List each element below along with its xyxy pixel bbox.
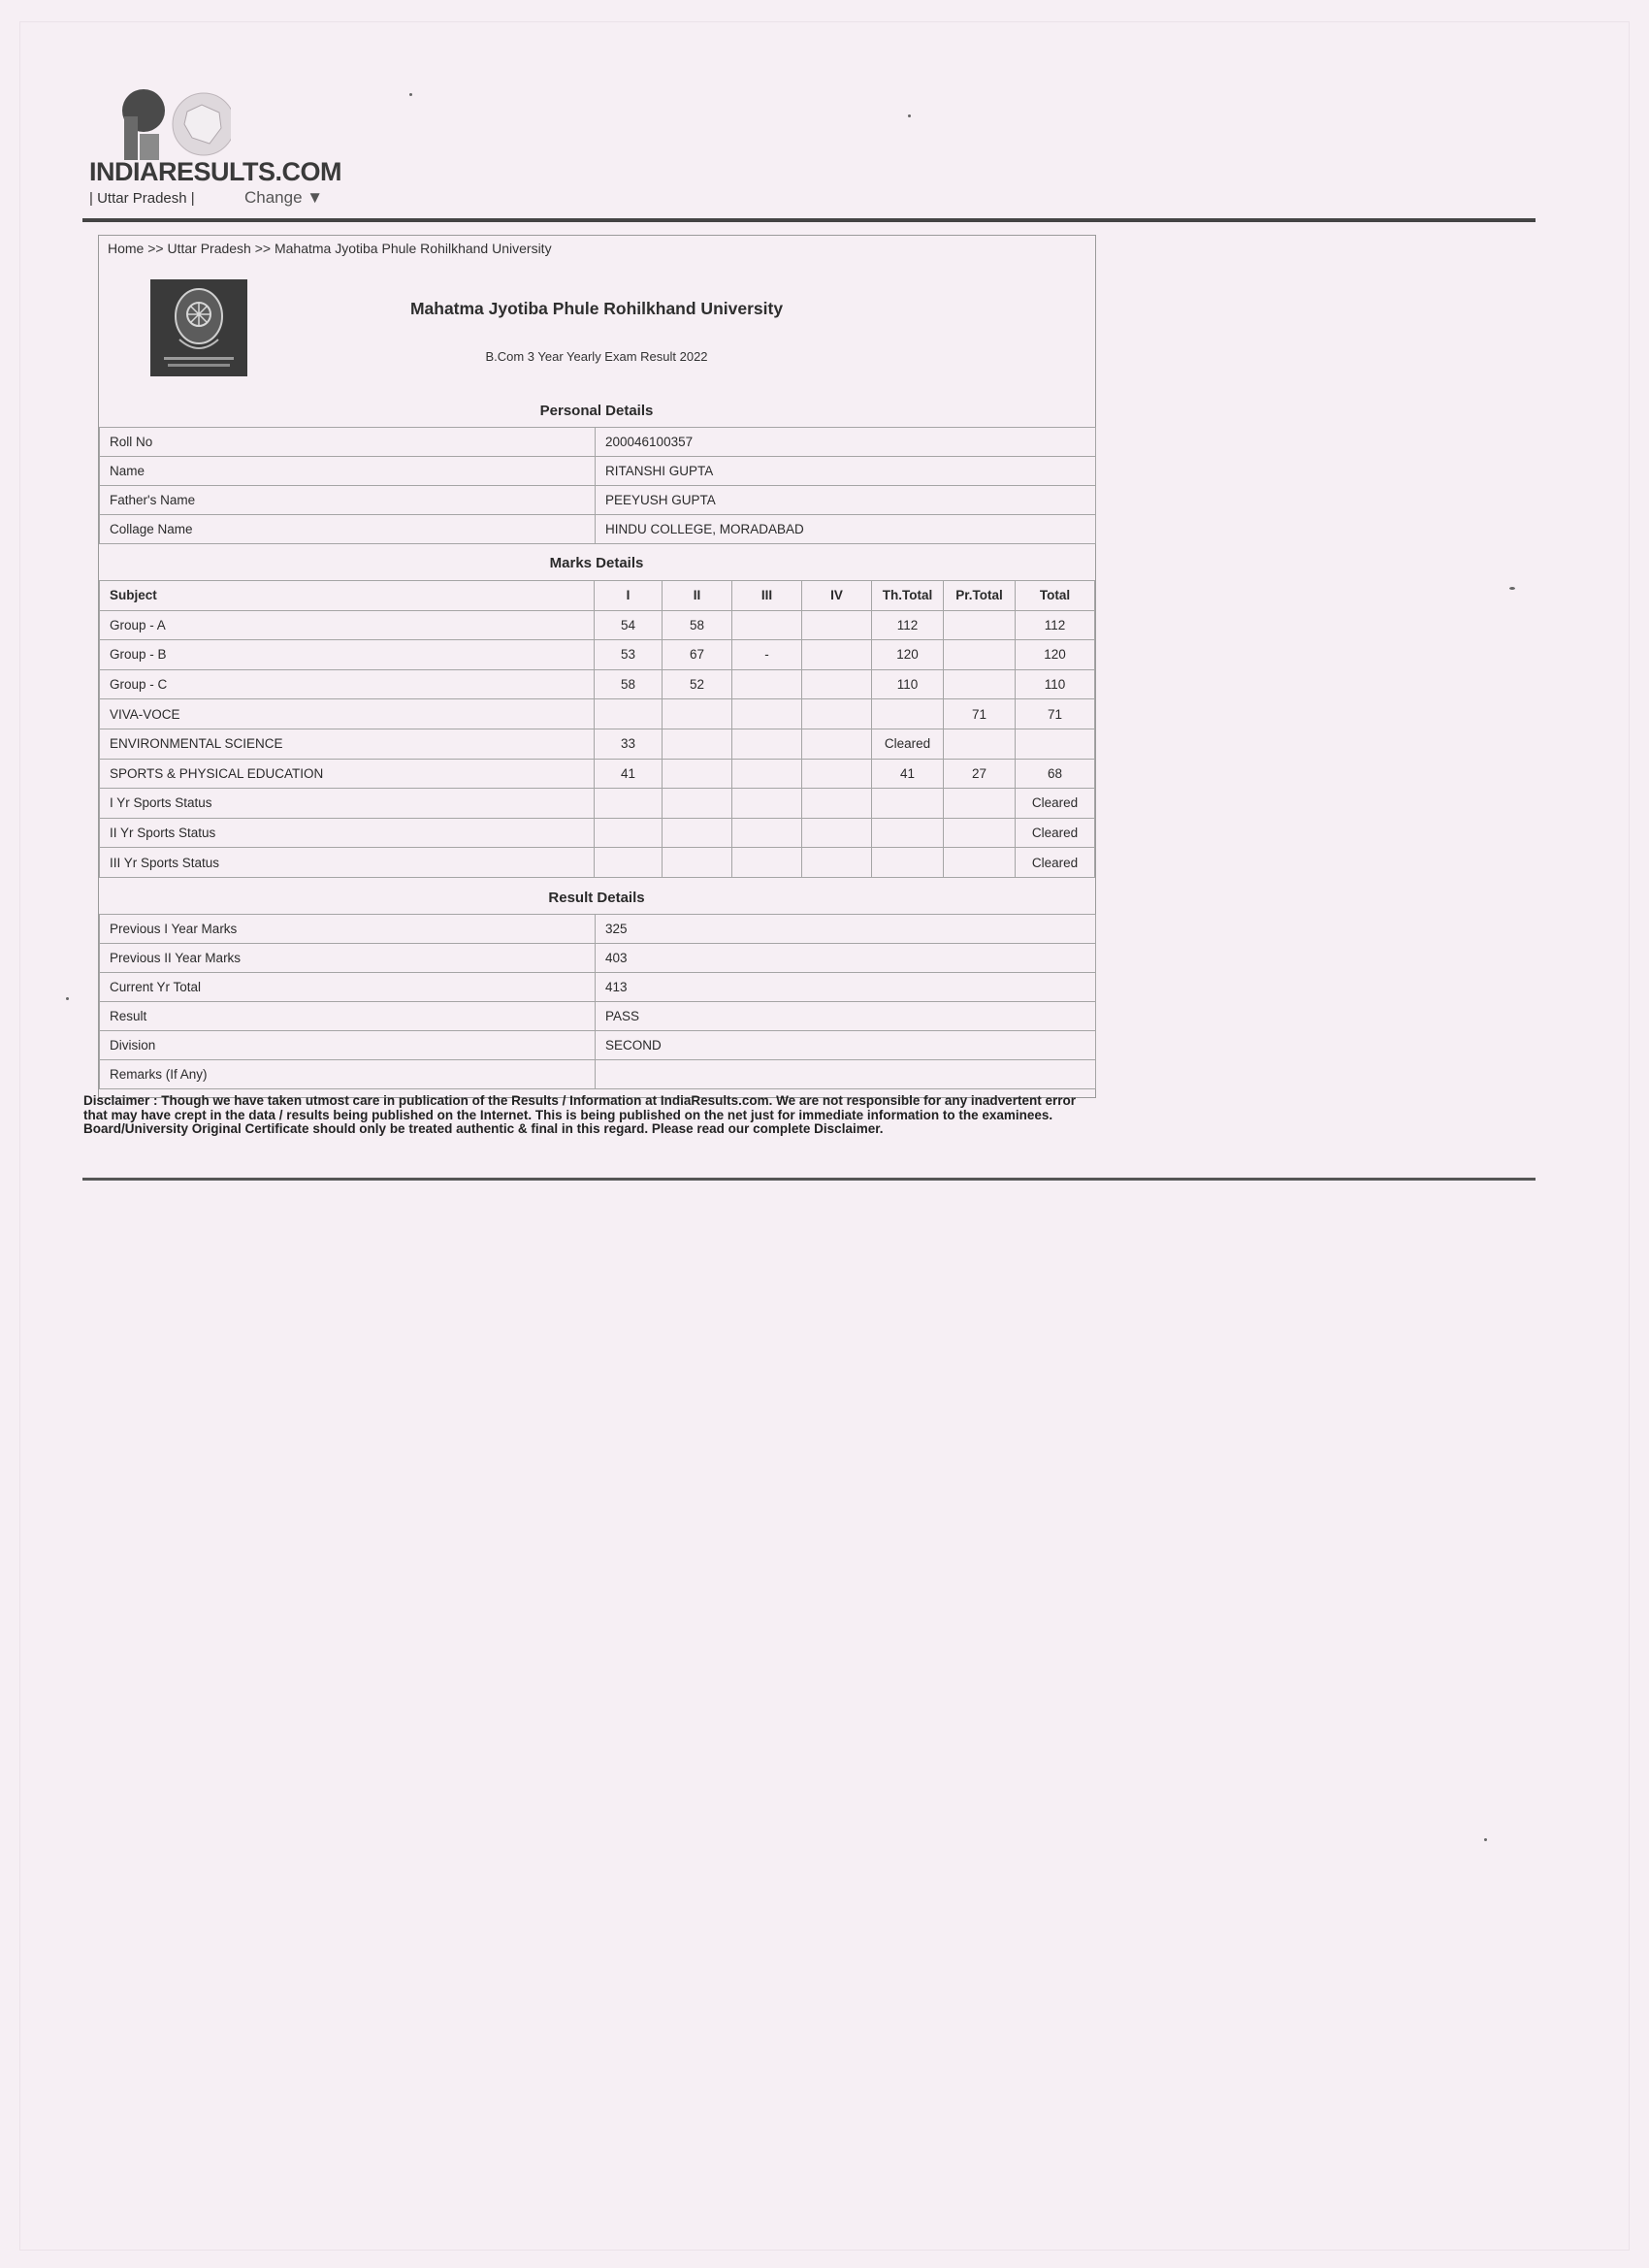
- mark-cell: [732, 699, 802, 729]
- name-value: RITANSHI GUPTA: [596, 457, 1096, 486]
- mark-cell: [595, 789, 663, 819]
- mark-cell: [732, 818, 802, 848]
- mark-cell: [944, 729, 1016, 759]
- mark-cell: [732, 789, 802, 819]
- mark-cell: 52: [663, 669, 732, 699]
- mark-cell: Cleared: [1016, 848, 1095, 878]
- field-label: Result: [100, 1002, 596, 1031]
- change-state-link[interactable]: Change ▼: [244, 188, 324, 207]
- table-row: [100, 944, 1096, 973]
- field-label: Collage Name: [100, 515, 596, 544]
- column-header: IV: [802, 581, 872, 611]
- mark-cell: [732, 759, 802, 789]
- field-label: Current Yr Total: [100, 973, 596, 1002]
- column-header: Th.Total: [872, 581, 944, 611]
- table-row: [100, 486, 1096, 515]
- mark-cell: [802, 818, 872, 848]
- header-divider: [82, 218, 1536, 222]
- table-row: [100, 1060, 1096, 1089]
- mark-cell: [944, 789, 1016, 819]
- subject-cell: I Yr Sports Status: [100, 789, 595, 819]
- mark-cell: [732, 610, 802, 640]
- mark-cell: [944, 610, 1016, 640]
- footer-divider: [82, 1178, 1536, 1181]
- subject-cell: ENVIRONMENTAL SCIENCE: [100, 729, 595, 759]
- mark-cell: 58: [663, 610, 732, 640]
- mark-cell: [663, 848, 732, 878]
- division-value: SECOND: [596, 1031, 1096, 1060]
- field-label: Father's Name: [100, 486, 596, 515]
- mark-cell: 67: [663, 640, 732, 670]
- mark-cell: [872, 848, 944, 878]
- column-header: I: [595, 581, 663, 611]
- subject-cell: Group - C: [100, 669, 595, 699]
- mark-cell: [663, 729, 732, 759]
- mark-cell: [944, 640, 1016, 670]
- result-details-heading: Result Details: [548, 890, 645, 906]
- mark-cell: Cleared: [1016, 818, 1095, 848]
- scan-speck: [908, 114, 911, 117]
- column-header: II: [663, 581, 732, 611]
- table-row: [100, 915, 1096, 944]
- scan-speck: [1484, 1838, 1487, 1841]
- mark-cell: [732, 848, 802, 878]
- prev-year1-marks-value: 325: [596, 915, 1096, 944]
- indiaresults-logo[interactable]: [95, 87, 231, 160]
- roll-no-value: 200046100357: [596, 428, 1096, 457]
- field-label: Previous II Year Marks: [100, 944, 596, 973]
- table-row: [100, 973, 1096, 1002]
- mark-cell: [663, 699, 732, 729]
- mark-cell: [663, 759, 732, 789]
- mark-cell: [802, 729, 872, 759]
- mark-cell: [802, 699, 872, 729]
- column-header: Subject: [100, 581, 595, 611]
- field-label: Roll No: [100, 428, 596, 457]
- mark-cell: [802, 759, 872, 789]
- table-row: [100, 729, 1095, 759]
- field-label: Previous I Year Marks: [100, 915, 596, 944]
- result-details-table: [99, 914, 1096, 1089]
- table-row: [100, 428, 1096, 457]
- mark-cell: 53: [595, 640, 663, 670]
- mark-cell: 112: [872, 610, 944, 640]
- mark-cell: 71: [944, 699, 1016, 729]
- mark-cell: [944, 848, 1016, 878]
- mark-cell: 112: [1016, 610, 1095, 640]
- breadcrumb[interactable]: Home >> Uttar Pradesh >> Mahatma Jyotiba Phule Rohilkhand University: [108, 241, 552, 256]
- mark-cell: -: [732, 640, 802, 670]
- table-row: [100, 818, 1095, 848]
- mark-cell: 33: [595, 729, 663, 759]
- mark-cell: Cleared: [872, 729, 944, 759]
- field-label: Division: [100, 1031, 596, 1060]
- mark-cell: 110: [1016, 669, 1095, 699]
- mark-cell: 58: [595, 669, 663, 699]
- mark-cell: 68: [1016, 759, 1095, 789]
- college-name-value: HINDU COLLEGE, MORADABAD: [596, 515, 1096, 544]
- mark-cell: 54: [595, 610, 663, 640]
- field-label: Name: [100, 457, 596, 486]
- table-row: [100, 640, 1095, 670]
- table-row: [100, 1002, 1096, 1031]
- mark-cell: [872, 789, 944, 819]
- mark-cell: [663, 818, 732, 848]
- mark-cell: 41: [595, 759, 663, 789]
- subject-cell: VIVA-VOCE: [100, 699, 595, 729]
- subject-cell: Group - A: [100, 610, 595, 640]
- table-row: [100, 669, 1095, 699]
- mark-cell: [802, 610, 872, 640]
- mark-cell: 110: [872, 669, 944, 699]
- university-logo: [150, 279, 247, 376]
- remarks-value: [596, 1060, 1096, 1089]
- table-row: [100, 789, 1095, 819]
- brand-name: INDIARESULTS.COM: [89, 157, 341, 186]
- table-row: [100, 848, 1095, 878]
- mark-cell: [802, 848, 872, 878]
- subject-cell: II Yr Sports Status: [100, 818, 595, 848]
- university-name: Mahatma Jyotiba Phule Rohilkhand University: [409, 299, 784, 318]
- subject-cell: III Yr Sports Status: [100, 848, 595, 878]
- mark-cell: [802, 789, 872, 819]
- mark-cell: 41: [872, 759, 944, 789]
- mark-cell: [944, 818, 1016, 848]
- mark-cell: [872, 818, 944, 848]
- mark-cell: [802, 640, 872, 670]
- mark-cell: [802, 669, 872, 699]
- father-name-value: PEEYUSH GUPTA: [596, 486, 1096, 515]
- mark-cell: [1016, 729, 1095, 759]
- field-label: Remarks (If Any): [100, 1060, 596, 1089]
- current-total-value: 413: [596, 973, 1096, 1002]
- table-row: [100, 759, 1095, 789]
- scan-speck: [1509, 587, 1515, 590]
- table-row: [100, 699, 1095, 729]
- mark-cell: 71: [1016, 699, 1095, 729]
- exam-title: B.Com 3 Year Yearly Exam Result 2022: [485, 349, 708, 364]
- mark-cell: [595, 818, 663, 848]
- mark-cell: [595, 699, 663, 729]
- state-label: | Uttar Pradesh |: [89, 190, 195, 207]
- mark-cell: [663, 789, 732, 819]
- personal-details-table: [99, 427, 1096, 544]
- prev-year2-marks-value: 403: [596, 944, 1096, 973]
- marks-table: [99, 580, 1095, 878]
- table-row: [100, 457, 1096, 486]
- column-header: III: [732, 581, 802, 611]
- mark-cell: [595, 848, 663, 878]
- table-row: [100, 515, 1096, 544]
- scan-speck: [409, 93, 412, 96]
- mark-cell: [944, 669, 1016, 699]
- result-value: PASS: [596, 1002, 1096, 1031]
- mark-cell: [732, 729, 802, 759]
- mark-cell: Cleared: [1016, 789, 1095, 819]
- mark-cell: 120: [872, 640, 944, 670]
- subject-cell: Group - B: [100, 640, 595, 670]
- mark-cell: 120: [1016, 640, 1095, 670]
- disclaimer: Disclaimer : Though we have taken utmost care in publication of the Results / Information at IndiaResults.com. We are not responsible for any inadvertent error that may have crept in the data / results being published on the Internet. This is being published on the net just for immediate information to the examinees. Board/University Original Certificate should only be treated authentic & final in this regard. Please read our complete Disclaimer.: [83, 1093, 1076, 1136]
- column-header: Total: [1016, 581, 1095, 611]
- marks-details-heading: Marks Details: [549, 555, 644, 571]
- table-row: [100, 610, 1095, 640]
- mark-cell: 27: [944, 759, 1016, 789]
- personal-details-heading: Personal Details: [539, 403, 654, 419]
- table-row: [100, 1031, 1096, 1060]
- scan-speck: [66, 997, 69, 1000]
- column-header: Pr.Total: [944, 581, 1016, 611]
- marks-header-row: [100, 581, 1095, 611]
- mark-cell: [872, 699, 944, 729]
- mark-cell: [732, 669, 802, 699]
- subject-cell: SPORTS & PHYSICAL EDUCATION: [100, 759, 595, 789]
